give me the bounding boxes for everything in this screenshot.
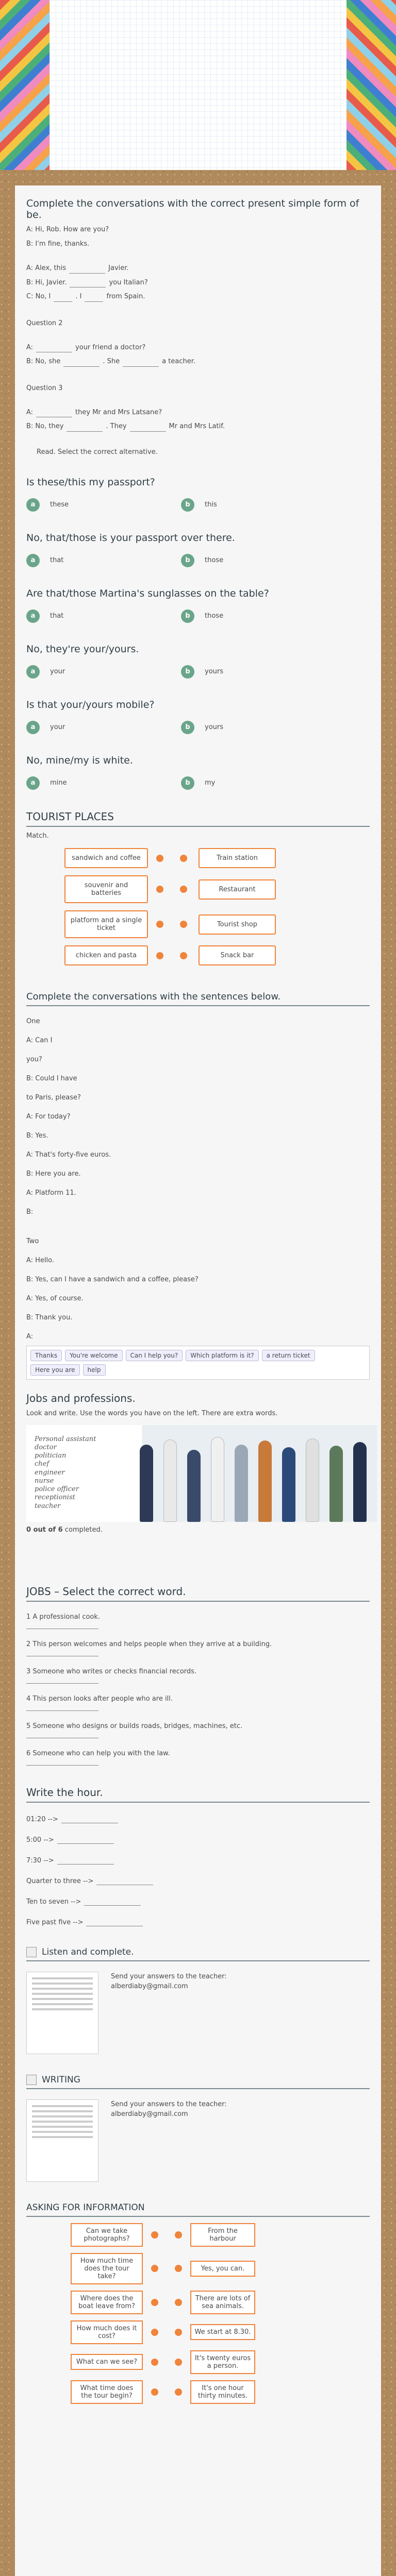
listen-media: Send your answers to the teacher: alberdiaby@gmail.com [26, 1972, 370, 2054]
option-label: your [50, 723, 65, 731]
connector-dot[interactable] [156, 921, 163, 928]
word-chip[interactable]: You're welcome [65, 1350, 122, 1361]
option-bubble: b [181, 721, 194, 734]
option-bubble: a [26, 609, 40, 623]
conversation-line: One [26, 1018, 40, 1025]
conversation-line: A: Platform 11. [26, 1189, 76, 1197]
job-word: engineer [35, 1468, 65, 1477]
q3-line: B: No, they . They Mr and Mrs Latif. [26, 421, 370, 432]
connector-dot[interactable] [180, 952, 187, 959]
matching-block [26, 848, 370, 965]
q3-line: A: they Mr and Mrs Latsane? [26, 408, 370, 418]
match-row [26, 2223, 370, 2247]
conversation-line: A: That's forty-five euros. [26, 1151, 111, 1159]
q1-line: C: No, I . I from Spain. [26, 292, 370, 302]
section-title: Write the hour. [26, 1786, 103, 1799]
option-bubble: a [26, 776, 40, 790]
option-bubble: b [181, 498, 194, 512]
connector-dot[interactable] [180, 921, 187, 928]
option-label: mine [50, 779, 67, 787]
answer-blank[interactable] [69, 264, 105, 274]
static-line: A: Hi, Rob. How are you? [26, 226, 109, 233]
definition-item: 4 This person looks after people who are ill. [26, 1694, 173, 1703]
connector-dot[interactable] [151, 2231, 158, 2239]
answer-blank[interactable] [61, 1814, 118, 1823]
answer-select[interactable] [26, 1649, 98, 1656]
divider [26, 1960, 370, 1961]
definition-item: 5 Someone who designs or builds roads, bridges, machines, etc. [26, 1722, 243, 1730]
word-chip[interactable]: a return ticket [262, 1350, 315, 1361]
worksheet-thumbnail[interactable] [26, 1972, 98, 2054]
option-label: those [205, 612, 224, 620]
connector-dot[interactable] [175, 2299, 182, 2306]
match-row [26, 2320, 370, 2344]
hour-item [26, 1876, 370, 1885]
definitions-list [26, 1613, 370, 1766]
conversation-line: A: For today? [26, 1113, 71, 1121]
connector-dot[interactable] [175, 2359, 182, 2366]
match-right-box[interactable]: Restaurant [199, 879, 276, 900]
match-right-box[interactable]: It's twenty euros a person. [190, 2350, 255, 2374]
mc-options [26, 498, 370, 512]
conversation-line: A: [26, 1333, 34, 1341]
divider [26, 826, 370, 827]
match-left-box[interactable]: Where does the boat leave from? [71, 2291, 143, 2314]
answer-blank[interactable] [63, 358, 100, 367]
word-chip[interactable]: help [83, 1364, 106, 1376]
answer-blank[interactable] [130, 422, 166, 432]
match-left-box[interactable]: What time does the tour begin? [71, 2380, 143, 2404]
connector-dot[interactable] [156, 855, 163, 862]
hours-list [26, 1814, 370, 1926]
connector-dot[interactable] [175, 2231, 182, 2239]
answer-blank[interactable] [54, 293, 72, 302]
mc-option-a[interactable] [26, 665, 181, 679]
option-bubble: a [26, 721, 40, 734]
answer-blank[interactable] [84, 1896, 141, 1906]
connector-dot[interactable] [151, 2265, 158, 2272]
match-row [26, 875, 370, 903]
section-title: Complete the conversations with the sentences below. [26, 991, 281, 1002]
answer-blank[interactable] [96, 1876, 153, 1885]
hour-label: 5:00 --> [26, 1836, 54, 1844]
section-title: Jobs and professions. [26, 1392, 136, 1404]
option-bubble: a [26, 498, 40, 512]
definition-item: 2 This person welcomes and helps people when they arrive at a building. [26, 1640, 272, 1648]
hour-label: Ten to seven --> [26, 1897, 81, 1906]
section-title: TOURIST PLACES [26, 810, 114, 823]
job-word: police officer [35, 1485, 79, 1493]
answer-select[interactable] [26, 1622, 98, 1629]
answer-blank[interactable] [123, 358, 159, 367]
match-right-box[interactable]: We start at 8.30. [190, 2324, 255, 2340]
mc-question: No, mine/my is white. [26, 754, 133, 766]
mc-question: Are that/those Martina's sunglasses on the table? [26, 587, 269, 599]
mc-option-a[interactable] [26, 554, 181, 567]
answer-select[interactable] [26, 1731, 98, 1738]
connector-dot[interactable] [156, 952, 163, 959]
connector-dot[interactable] [180, 886, 187, 893]
word-chip[interactable]: Which platform is it? [186, 1350, 258, 1361]
option-label: those [205, 556, 224, 564]
section-title: ASKING FOR INFORMATION [26, 2202, 145, 2213]
q2-line: A: your friend a doctor? [26, 343, 370, 353]
job-word: chef [35, 1460, 50, 1468]
connector-dot[interactable] [151, 2329, 158, 2336]
match-row [26, 2291, 370, 2314]
job-word-list [26, 1425, 129, 1522]
match-right-box[interactable]: Tourist shop [199, 914, 276, 935]
answer-select[interactable] [26, 1676, 98, 1684]
conversation-line: to Paris, please? [26, 1094, 81, 1101]
jobs-image [26, 1425, 377, 1522]
answer-select[interactable] [26, 1704, 98, 1711]
worksheet [15, 185, 381, 2576]
conversation-line: B: [26, 1208, 34, 1216]
hour-label: 01:20 --> [26, 1815, 58, 1823]
divider [26, 2088, 370, 2089]
static-line: B: I'm fine, thanks. [26, 240, 90, 248]
match-row [26, 2253, 370, 2284]
question-label: Question 2 [26, 319, 63, 327]
job-word: doctor [35, 1443, 57, 1451]
conversation-line: Two [26, 1238, 39, 1245]
conversation-line: B: Could I have [26, 1075, 77, 1082]
conversation-line: you? [26, 1056, 42, 1063]
word-chip[interactable]: Can I help you? [126, 1350, 183, 1361]
option-label: that [50, 556, 64, 564]
option-bubble: b [181, 776, 194, 790]
instruction-text: Match. [26, 832, 49, 840]
q1-line: B: Hi, Javier. you Italian? [26, 278, 370, 288]
connector-dot[interactable] [175, 2388, 182, 2396]
answer-blank[interactable] [85, 293, 103, 302]
question-label: Question 3 [26, 384, 63, 392]
divider [26, 1802, 370, 1803]
match-right-box[interactable]: From the harbour [190, 2223, 255, 2247]
worksheet-thumbnail[interactable] [26, 2099, 98, 2182]
divider [26, 2216, 370, 2217]
mc-question: Is these/this my passport? [26, 476, 155, 488]
option-label: yours [205, 723, 224, 731]
mc-option-b[interactable] [181, 776, 336, 790]
option-label: these [50, 501, 69, 509]
match-left-box[interactable]: souvenir and batteries [64, 875, 148, 903]
q1-line: A: Alex, this Javier. [26, 263, 370, 274]
multiple-choice-block [26, 477, 370, 790]
answer-blank[interactable] [70, 278, 106, 287]
mc-option-b[interactable] [181, 665, 336, 679]
match-row [26, 945, 370, 965]
conversation-line: A: Yes, of course. [26, 1295, 84, 1302]
conversation-one [26, 1018, 370, 1216]
match-left-box[interactable]: What can we see? [71, 2354, 143, 2370]
connector-dot[interactable] [151, 2388, 158, 2396]
decor-chevron-left [0, 0, 50, 170]
match-right-box[interactable]: Snack bar [199, 945, 276, 965]
q2-line: B: No, she . She a teacher. [26, 357, 370, 367]
image-icon [26, 2075, 37, 2085]
mc-option-b[interactable] [181, 609, 336, 623]
conversation-line: B: Yes. [26, 1132, 48, 1140]
word-bank [26, 1346, 370, 1380]
job-word: Personal assistant [35, 1435, 96, 1443]
definition-item: 3 Someone who writes or checks financial records. [26, 1667, 197, 1675]
writing-media: Send your answers to the teacher: alberdiaby@gmail.com [26, 2099, 370, 2182]
match-left-box[interactable]: How much does it cost? [71, 2320, 143, 2344]
section-title: JOBS – Select the correct word. [26, 1585, 186, 1598]
match-right-box[interactable]: Yes, you can. [190, 2261, 255, 2277]
hour-item [26, 1814, 370, 1823]
answer-blank[interactable] [86, 1917, 143, 1926]
answer-blank[interactable] [36, 343, 72, 352]
mc-option-b[interactable] [181, 554, 336, 567]
match-right-box[interactable]: There are lots of sea animals. [190, 2291, 255, 2314]
match-right-box[interactable]: It's one hour thirty minutes. [190, 2380, 255, 2404]
job-word: nurse [35, 1477, 54, 1485]
connector-dot[interactable] [151, 2359, 158, 2366]
decor-chevron-right [346, 0, 396, 170]
people-illustration [129, 1425, 377, 1522]
job-word: teacher [35, 1502, 61, 1510]
conversation-two [26, 1238, 370, 1341]
job-word: receptionist [35, 1494, 75, 1502]
word-chip[interactable]: Here you are [30, 1364, 80, 1376]
match-row [26, 910, 370, 938]
match-row [26, 848, 370, 868]
connector-dot[interactable] [175, 2329, 182, 2336]
option-label: this [205, 501, 217, 509]
listen-heading: Listen and complete. [26, 1947, 370, 1957]
section-title: Complete the conversations with the correct present simple form of be. [26, 198, 359, 221]
match-right-box[interactable]: Train station [199, 848, 276, 868]
mc-question: No, that/those is your passport over there. [26, 532, 235, 544]
mc-question: No, they're your/yours. [26, 643, 139, 655]
option-bubble: b [181, 554, 194, 567]
mc-options [26, 776, 370, 790]
mc-options [26, 665, 370, 679]
definition-item: 1 A professional cook. [26, 1613, 101, 1621]
hour-item [26, 1835, 370, 1844]
conversation-line: B: Here you are. [26, 1170, 81, 1178]
answer-blank[interactable] [57, 1835, 114, 1844]
audio-icon [26, 1947, 37, 1957]
mc-options [26, 554, 370, 567]
mc-option-a[interactable] [26, 498, 181, 512]
mc-options [26, 721, 370, 734]
match-left-box[interactable]: Can we take photographs? [71, 2223, 143, 2247]
connector-dot[interactable] [180, 855, 187, 862]
divider [26, 1601, 370, 1602]
answer-blank[interactable] [36, 408, 72, 417]
match-left-box[interactable]: sandwich and coffee [64, 848, 148, 868]
match-left-box[interactable]: How much time does the tour take? [71, 2253, 143, 2284]
option-label: my [205, 779, 216, 787]
hour-item [26, 1917, 370, 1926]
match-left-box[interactable]: platform and a single ticket [64, 910, 148, 938]
hour-label: Five past five --> [26, 1918, 84, 1926]
option-label: that [50, 612, 64, 620]
mc-option-a[interactable] [26, 776, 181, 790]
instruction-text: Read. Select the correct alternative. [37, 448, 158, 456]
asking-matching-block [26, 2223, 370, 2404]
mc-question: Is that your/yours mobile? [26, 699, 155, 710]
match-left-box[interactable]: chicken and pasta [64, 945, 148, 965]
option-bubble: b [181, 609, 194, 623]
connector-dot[interactable] [156, 886, 163, 893]
definition-item: 6 Someone who can help you with the law. [26, 1749, 170, 1757]
conversation-line: B: Yes, can I have a sandwich and a coffee, please? [26, 1276, 199, 1283]
conversation-line: A: Can I [26, 1037, 53, 1044]
answer-blank[interactable] [67, 422, 103, 432]
progress-text: 0 out of 6 completed. [26, 1526, 103, 1534]
option-bubble: a [26, 554, 40, 567]
mc-option-b[interactable] [181, 498, 336, 512]
mc-options [26, 609, 370, 623]
hour-item [26, 1896, 370, 1906]
hour-label: Quarter to three --> [26, 1877, 94, 1885]
mc-option-a[interactable] [26, 609, 181, 623]
page-header [0, 0, 396, 170]
option-bubble: a [26, 665, 40, 679]
divider [26, 1005, 370, 1006]
match-row [26, 2380, 370, 2404]
option-label: yours [205, 668, 224, 675]
mc-option-a[interactable] [26, 721, 181, 734]
job-word: politician [35, 1452, 67, 1460]
instruction-text: Look and write. Use the words you have on the left. There are extra words. [26, 1410, 278, 1417]
connector-dot[interactable] [151, 2299, 158, 2306]
connector-dot[interactable] [175, 2265, 182, 2272]
option-bubble: b [181, 665, 194, 679]
match-row [26, 2350, 370, 2374]
answer-select[interactable] [26, 1758, 98, 1766]
option-label: your [50, 668, 65, 675]
answer-blank[interactable] [57, 1855, 114, 1865]
hour-item [26, 1855, 370, 1865]
writing-heading: WRITING [26, 2075, 370, 2085]
hour-label: 7:30 --> [26, 1856, 54, 1865]
conversation-line: B: Thank you. [26, 1314, 73, 1321]
word-chip[interactable]: Thanks [30, 1350, 62, 1361]
mc-option-b[interactable] [181, 721, 336, 734]
conversation-line: A: Hello. [26, 1257, 55, 1264]
